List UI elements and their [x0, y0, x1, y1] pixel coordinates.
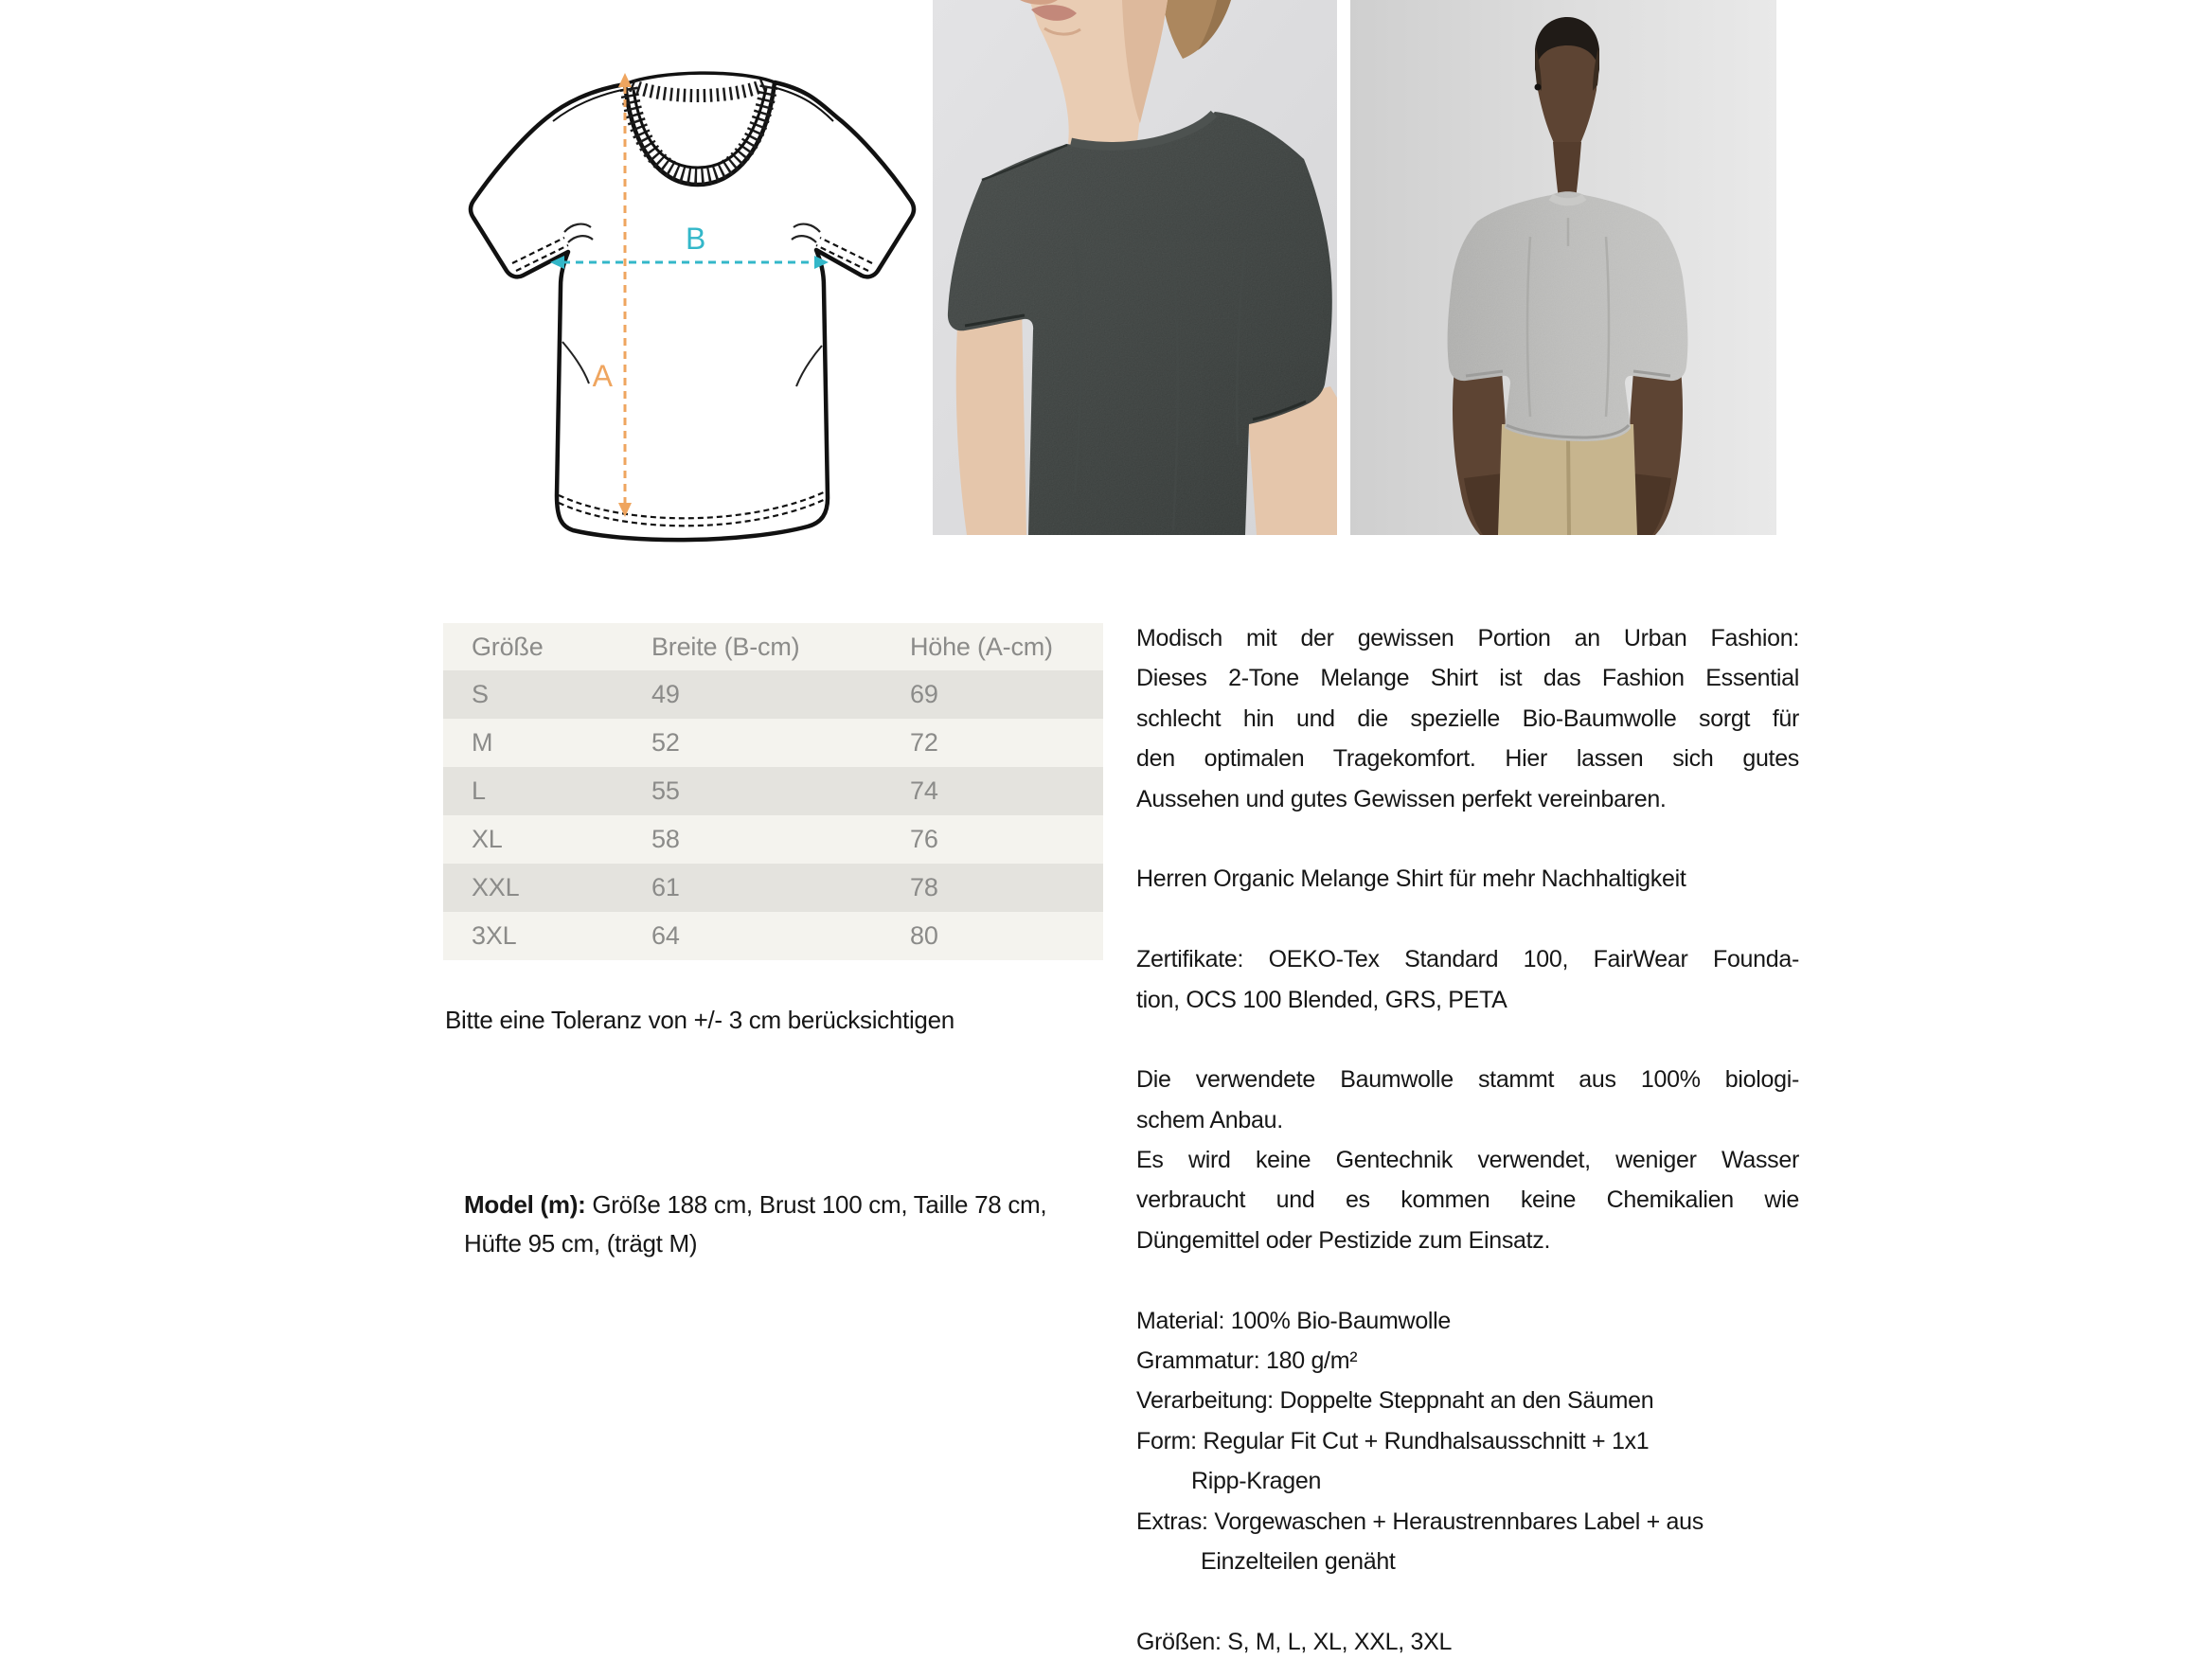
description-line: Einzelteilen genäht	[1201, 1547, 1396, 1575]
table-row-m	[443, 719, 1103, 767]
cell-size: XL	[472, 825, 503, 853]
description-line: Die verwendete Baumwolle stammt aus 100% biologi-	[1136, 1066, 1799, 1094]
description-line: Dieses 2-Tone Melange Shirt ist das Fashion Essential	[1136, 665, 1799, 692]
description-line: Zertifikate: OEKO-Tex Standard 100, FairWear Founda-	[1136, 946, 1799, 973]
cell-size: 3XL	[472, 921, 517, 950]
measure-label-b: B	[686, 222, 706, 256]
cell-hoehe: 80	[910, 921, 938, 950]
cell-hoehe: 76	[910, 825, 938, 853]
description-line: Aussehen und gutes Gewissen perfekt vereinbaren.	[1136, 785, 1667, 812]
collar-back-ribbing	[632, 83, 768, 96]
pants-center-seam	[1568, 436, 1569, 535]
cell-breite: 52	[651, 728, 680, 757]
description-gap	[1136, 900, 1799, 939]
table-row-l	[443, 767, 1103, 815]
cell-hoehe: 74	[910, 776, 938, 805]
description-gap	[1136, 1260, 1799, 1300]
cell-hoehe: 78	[910, 873, 938, 901]
table-row-3xl	[443, 912, 1103, 960]
size-table-header-row	[443, 623, 1103, 670]
cell-breite: 49	[651, 680, 680, 708]
measure-label-a: A	[592, 359, 613, 393]
model-measurements	[464, 1186, 1184, 1263]
cell-breite: 58	[651, 825, 680, 853]
cell-breite: 61	[651, 873, 680, 901]
model-right-forearm	[956, 295, 1026, 535]
model-photo-front	[933, 0, 1337, 535]
model-line2: Hüfte 95 cm, (trägt M)	[464, 1229, 698, 1258]
description-line: Ripp-Kragen	[1191, 1468, 1322, 1495]
cell-breite: 64	[651, 921, 680, 950]
earring	[1535, 84, 1542, 91]
tshirt-measurement-diagram	[458, 62, 927, 554]
cell-hoehe: 69	[910, 680, 938, 708]
tshirt-outline	[471, 82, 914, 540]
description-line: Grammatur: 180 g/m²	[1136, 1347, 1358, 1375]
description-line: Extras: Vorgewaschen + Heraustrennbares Label + aus	[1136, 1507, 1704, 1535]
cell-size: XXL	[472, 873, 520, 901]
cell-breite: 55	[651, 776, 680, 805]
description-line: den optimalen Tragekomfort. Hier lassen sich gutes	[1136, 745, 1799, 773]
description-line: tion, OCS 100 Blended, GRS, PETA	[1136, 986, 1507, 1013]
description-line: Verarbeitung: Doppelte Steppnaht an den Säumen	[1136, 1387, 1654, 1415]
description-line: Düngemittel oder Pestizide zum Einsatz.	[1136, 1226, 1551, 1254]
collar-top-edge	[625, 73, 775, 84]
description-line: Modisch mit der gewissen Portion an Urban Fashion:	[1136, 625, 1799, 651]
tolerance-note: Bitte eine Toleranz von +/- 3 cm berücksichtigen	[445, 1006, 954, 1034]
table-row-s	[443, 670, 1103, 719]
col-header-groesse: Größe	[472, 632, 544, 661]
size-table	[443, 623, 1103, 960]
cell-size: M	[472, 728, 493, 757]
table-row-xl	[443, 815, 1103, 864]
description-line: schlecht hin und die spezielle Bio-Baumwolle sorgt für	[1136, 705, 1799, 732]
col-header-breite: Breite (B-cm)	[651, 632, 800, 661]
cell-hoehe: 72	[910, 728, 938, 757]
description-gap	[1136, 1581, 1799, 1621]
description-line: verbraucht und es kommen keine Chemikalien wie	[1136, 1186, 1799, 1214]
description-gap	[1136, 819, 1799, 859]
description-line: Größen: S, M, L, XL, XXL, 3XL	[1136, 1628, 1453, 1655]
description-line: schem Anbau.	[1136, 1106, 1283, 1133]
description-line: Form: Regular Fit Cut + Rundhalsausschnitt + 1x1	[1136, 1427, 1650, 1454]
col-header-hoehe: Höhe (A-cm)	[910, 632, 1053, 661]
model-photo-back	[1350, 0, 1776, 535]
description-line: Material: 100% Bio-Baumwolle	[1136, 1307, 1452, 1334]
cell-size: L	[472, 776, 486, 805]
description-line: Es wird keine Gentechnik verwendet, weniger Wasser	[1136, 1147, 1799, 1174]
model-line1: Größe 188 cm, Brust 100 cm, Taille 78 cm,	[585, 1190, 1047, 1219]
product-description	[1136, 618, 1799, 1659]
cell-size: S	[472, 680, 489, 708]
collar-inner-edge	[633, 88, 766, 168]
description-line: Herren Organic Melange Shirt für mehr Nachhaltigkeit	[1136, 865, 1686, 893]
table-row-xxl	[443, 864, 1103, 912]
model-label: Model (m):	[464, 1190, 586, 1219]
description-gap	[1136, 1020, 1799, 1060]
